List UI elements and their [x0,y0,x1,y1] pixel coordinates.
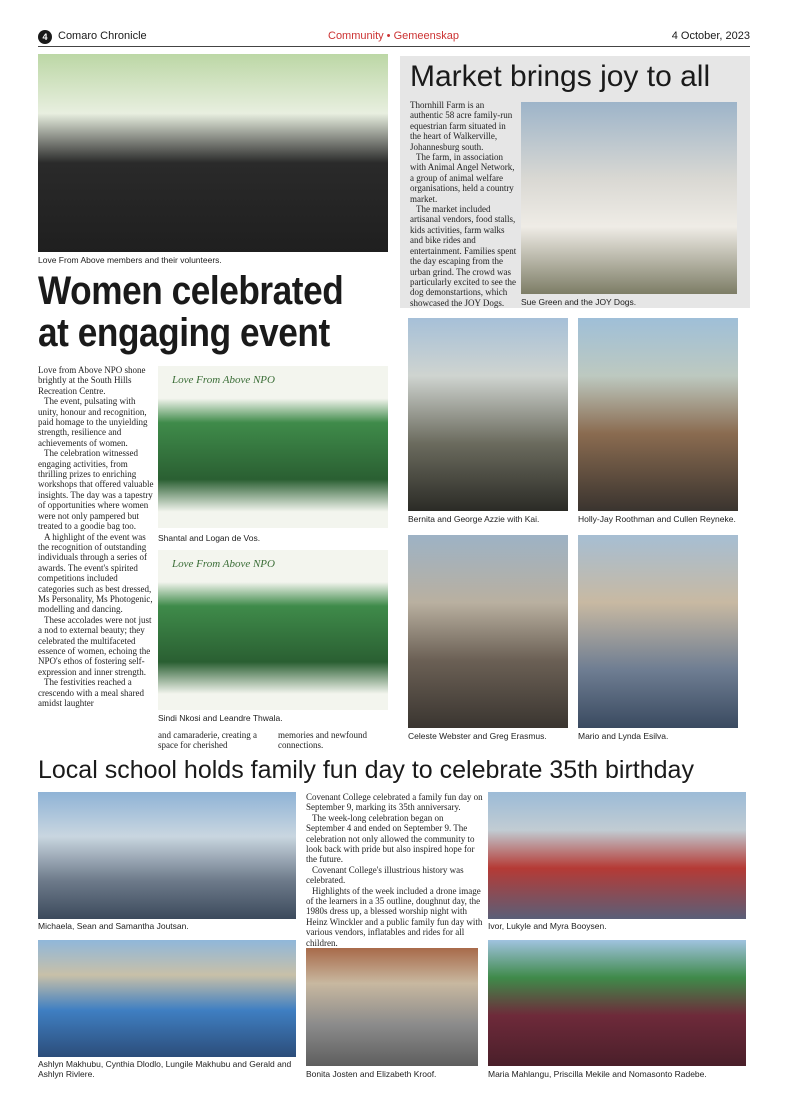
school-article-body [306,792,484,948]
photo-joutsan-family [38,792,296,919]
section-label: Community • Gemeenskap [328,30,460,42]
paragraph: Love from Above NPO shone brightly at the South Hills Recreation Centre. [38,365,146,396]
photo-makhubu-group [38,940,296,1057]
photo-caption: Celeste Webster and Greg Erasmus. [408,731,547,741]
page-number: 4 [38,30,52,44]
photo-caption: Sindi Nkosi and Leandre Thwala. [158,713,283,723]
women-article-body [38,365,156,708]
paragraph: The event, pulsating with unity, honour and recognition, paid homage to the unyielding strength, resilience and achievements of women. [38,396,148,448]
photo-mario-lynda [578,535,738,728]
headline-women [38,270,355,354]
paragraph: The farm, in association with Animal Angel Network, a group of animal welfare organisations, held a country market. [410,152,515,204]
paragraph: A highlight of the event was the recognition of outstanding individuals through a series of awards. The event's spirited competitions included categories such as best dressed, Ms Personality, Ms Photogenic, modelling and dancing. [38,531,153,615]
headline-line-1: Women celebrated [38,269,344,313]
paragraph: These accolades were not just a nod to external beauty; they celebrated the multifaceted essence of women, echoing the NPO's ethos of fostering self-expression and inner strength. [38,614,152,677]
paragraph: The market included artisanal vendors, food stalls, kids activities, farm walks and bike rides and entertainment. Families spent the day escaping from the urban grind. The crowd was particularly excited to see the dog demonstartions, which showcased the JOY Dogs. [410,204,517,308]
photo-caption: Ivor, Lukyle and Myra Booysen. [488,921,607,931]
photo-celeste-greg [408,535,568,728]
photo-frame-sindi-leandre [158,550,388,710]
frame-text: Love From Above NPO [172,558,275,570]
photo-caption: Maria Mahlangu, Priscilla Mekile and Nomasonto Radebe. [488,1069,707,1079]
paragraph: The festivities reached a crescendo with a meal shared amidst laughter [38,677,144,708]
photo-caption: Mario and Lynda Esilva. [578,731,669,741]
photo-frame-shantal-logan [158,366,388,528]
frame-text: Love From Above NPO [172,374,275,386]
page-header [38,28,750,47]
photo-caption: Bonita Josten and Elizabeth Kroof. [306,1069,437,1079]
photo-booysen-family [488,792,746,919]
paragraph: Covenant College celebrated a family fun day on September 9, marking its 35th anniversary. [306,792,483,813]
paragraph: The celebration witnessed engaging activities, from thrilling prizes to enriching workshops that offered valuable insights. The day was a tapestry of opportunities where women were not only pampered but treated to a goodie bag too. [38,448,154,532]
photo-caption: Bernita and George Azzie with Kai. [408,514,540,524]
photo-caption: Michaela, Sean and Samantha Joutsan. [38,921,189,931]
headline-school: Local school holds family fun day to celebrate 35th birthday [38,756,694,784]
photo-josten-kroof [306,948,478,1066]
paragraph: and camaraderie, creating a space for cherished [158,730,257,751]
photo-holly-jay-cullen [578,318,738,511]
photo-caption: Sue Green and the JOY Dogs. [521,297,637,307]
photo-sue-green-joy-dogs [521,102,737,294]
group-photo-love-from-above [38,54,388,252]
paragraph: Thornhill Farm is an authentic 58 acre family-run equestrian farm situated in the heart of Walkerville, Johannesburg south. [410,100,513,152]
photo-caption: Ashlyn Makhubu, Cynthia Dlodlo, Lungile Makhubu and Gerald and Ashlyn Rivlere. [38,1059,292,1079]
photo-bernita-george [408,318,568,511]
publication-name: Comaro Chronicle [58,30,147,42]
photo-caption: Shantal and Logan de Vos. [158,533,261,543]
market-article-body [410,100,518,308]
women-article-body-col2 [158,730,273,751]
paragraph: memories and newfound connections. [278,730,367,751]
women-article-body-col3 [278,730,388,751]
photo-mahlangu-group [488,940,746,1066]
paragraph: Highlights of the week included a drone image of the learners in a 35 outline, doughnut day, the 1980s dress up, a blessed worship night with Heinz Winckler and a public family fun day with various vendors, inflatables and rides for all children. [306,885,483,948]
paragraph: The week-long celebration began on September 4 and ended on September 9. The celebration not only allowed the community to look back with pride but also inspired hope for the future. [306,812,475,865]
headline-line-2: at engaging event [38,311,330,355]
headline-market: Market brings joy to all [410,60,711,93]
photo-caption: Holly-Jay Roothman and Cullen Reyneke. [578,514,736,524]
paragraph: Covenant College's illustrious history was celebrated. [306,864,464,886]
photo-caption: Love From Above members and their volunteers. [38,255,222,265]
issue-date: 4 October, 2023 [671,30,750,42]
